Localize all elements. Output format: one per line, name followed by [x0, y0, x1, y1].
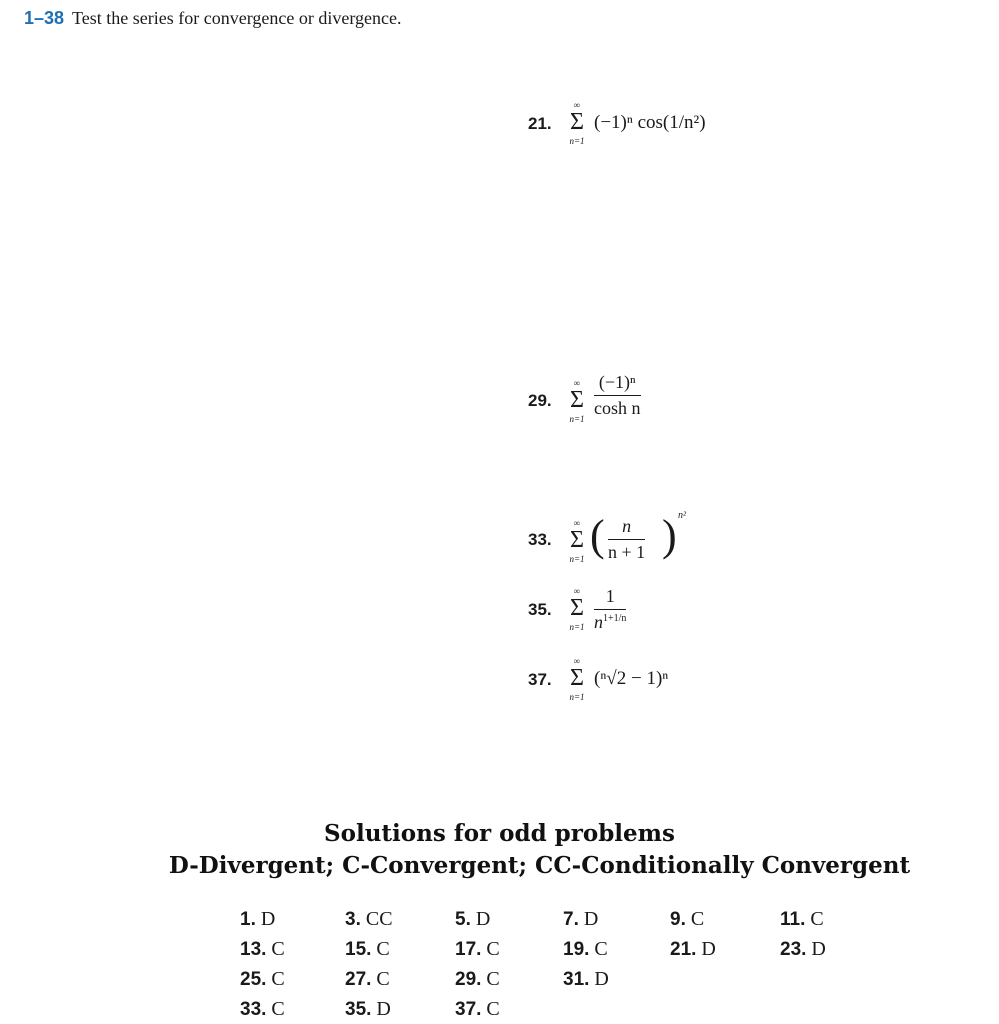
numerator: n — [608, 516, 645, 540]
right-paren: ) — [662, 511, 677, 560]
answer-number: 3. — [345, 909, 361, 930]
denominator: n + 1 — [608, 542, 646, 562]
answer-value: D — [255, 908, 276, 930]
answer-item — [455, 908, 490, 931]
answer-item — [345, 968, 390, 991]
series-fraction — [608, 516, 645, 563]
answer-number: 11. — [780, 909, 806, 930]
series-fraction — [594, 586, 626, 633]
answer-number: 13. — [240, 939, 267, 960]
answer-value: C — [481, 968, 500, 990]
answer-number: 25. — [240, 969, 267, 990]
answer-value: D — [696, 938, 716, 960]
answer-number: 5. — [455, 909, 471, 930]
answer-value: D — [806, 938, 826, 960]
series-expression: (−1)ⁿ cos(1/n²) — [594, 112, 706, 133]
answer-value: C — [371, 968, 390, 990]
answer-item — [670, 938, 716, 961]
answer-number: 27. — [345, 969, 372, 990]
denominator-exponent: 1+1/n — [603, 613, 627, 624]
answer-number: 35. — [345, 999, 372, 1020]
problem-range: 1–38 — [24, 8, 65, 28]
answer-number: 9. — [670, 909, 686, 930]
answer-item — [455, 938, 500, 961]
problem-number: 21. — [528, 114, 552, 133]
answer-item — [240, 998, 285, 1021]
answer-number: 31. — [563, 969, 590, 990]
problem-number: 35. — [528, 600, 552, 619]
answer-item — [563, 938, 608, 961]
instruction-header — [24, 8, 401, 29]
answer-value: C — [589, 938, 608, 960]
answer-item — [455, 968, 500, 991]
answer-number: 33. — [240, 999, 267, 1020]
answer-item — [345, 938, 390, 961]
problem-number: 37. — [528, 670, 552, 689]
answer-value: C — [481, 998, 500, 1020]
solutions-title: Solutions for odd problems — [324, 820, 675, 847]
answer-number: 17. — [455, 939, 482, 960]
denominator: cosh n — [594, 398, 641, 418]
answer-item — [240, 968, 285, 991]
numerator: 1 — [594, 586, 626, 610]
numerator: (−1)ⁿ — [594, 372, 641, 396]
answer-value: D — [589, 968, 609, 990]
answer-value: C — [266, 968, 285, 990]
answer-number: 37. — [455, 999, 482, 1020]
answer-item — [780, 908, 824, 931]
instruction-text: Test the series for convergence or divergence. — [72, 8, 402, 28]
outer-exponent: n² — [678, 510, 686, 521]
series-expression: (ⁿ√2 − 1)ⁿ — [594, 668, 669, 689]
answer-item — [455, 998, 500, 1021]
solutions-legend: D-Divergent; C-Convergent; CC-Conditionally Convergent — [168, 852, 911, 879]
answer-number: 21. — [670, 939, 697, 960]
left-paren: ( — [590, 511, 605, 560]
answer-item — [345, 908, 393, 931]
answer-value: D — [578, 908, 599, 930]
answer-item — [563, 968, 609, 991]
answer-value: CC — [360, 908, 393, 930]
answer-item — [345, 998, 391, 1021]
answer-item — [670, 908, 704, 931]
answer-number: 23. — [780, 939, 807, 960]
problem-number: 29. — [528, 391, 552, 410]
answer-number: 7. — [563, 909, 579, 930]
answer-value: C — [371, 938, 390, 960]
answer-value: C — [266, 938, 285, 960]
answer-value: D — [470, 908, 491, 930]
series-fraction — [594, 372, 641, 419]
answer-value: C — [685, 908, 705, 930]
answer-item — [240, 908, 275, 931]
answer-number: 1. — [240, 909, 256, 930]
answer-number: 19. — [563, 939, 590, 960]
answer-item — [240, 938, 285, 961]
answer-item — [780, 938, 826, 961]
answer-value: C — [481, 938, 500, 960]
answer-value: C — [266, 998, 285, 1020]
answer-item — [563, 908, 598, 931]
answer-number: 29. — [455, 969, 482, 990]
answer-value: C — [805, 908, 824, 930]
problem-number: 33. — [528, 530, 552, 549]
denominator: n — [594, 612, 603, 632]
answer-value: D — [371, 998, 391, 1020]
answer-number: 15. — [345, 939, 372, 960]
